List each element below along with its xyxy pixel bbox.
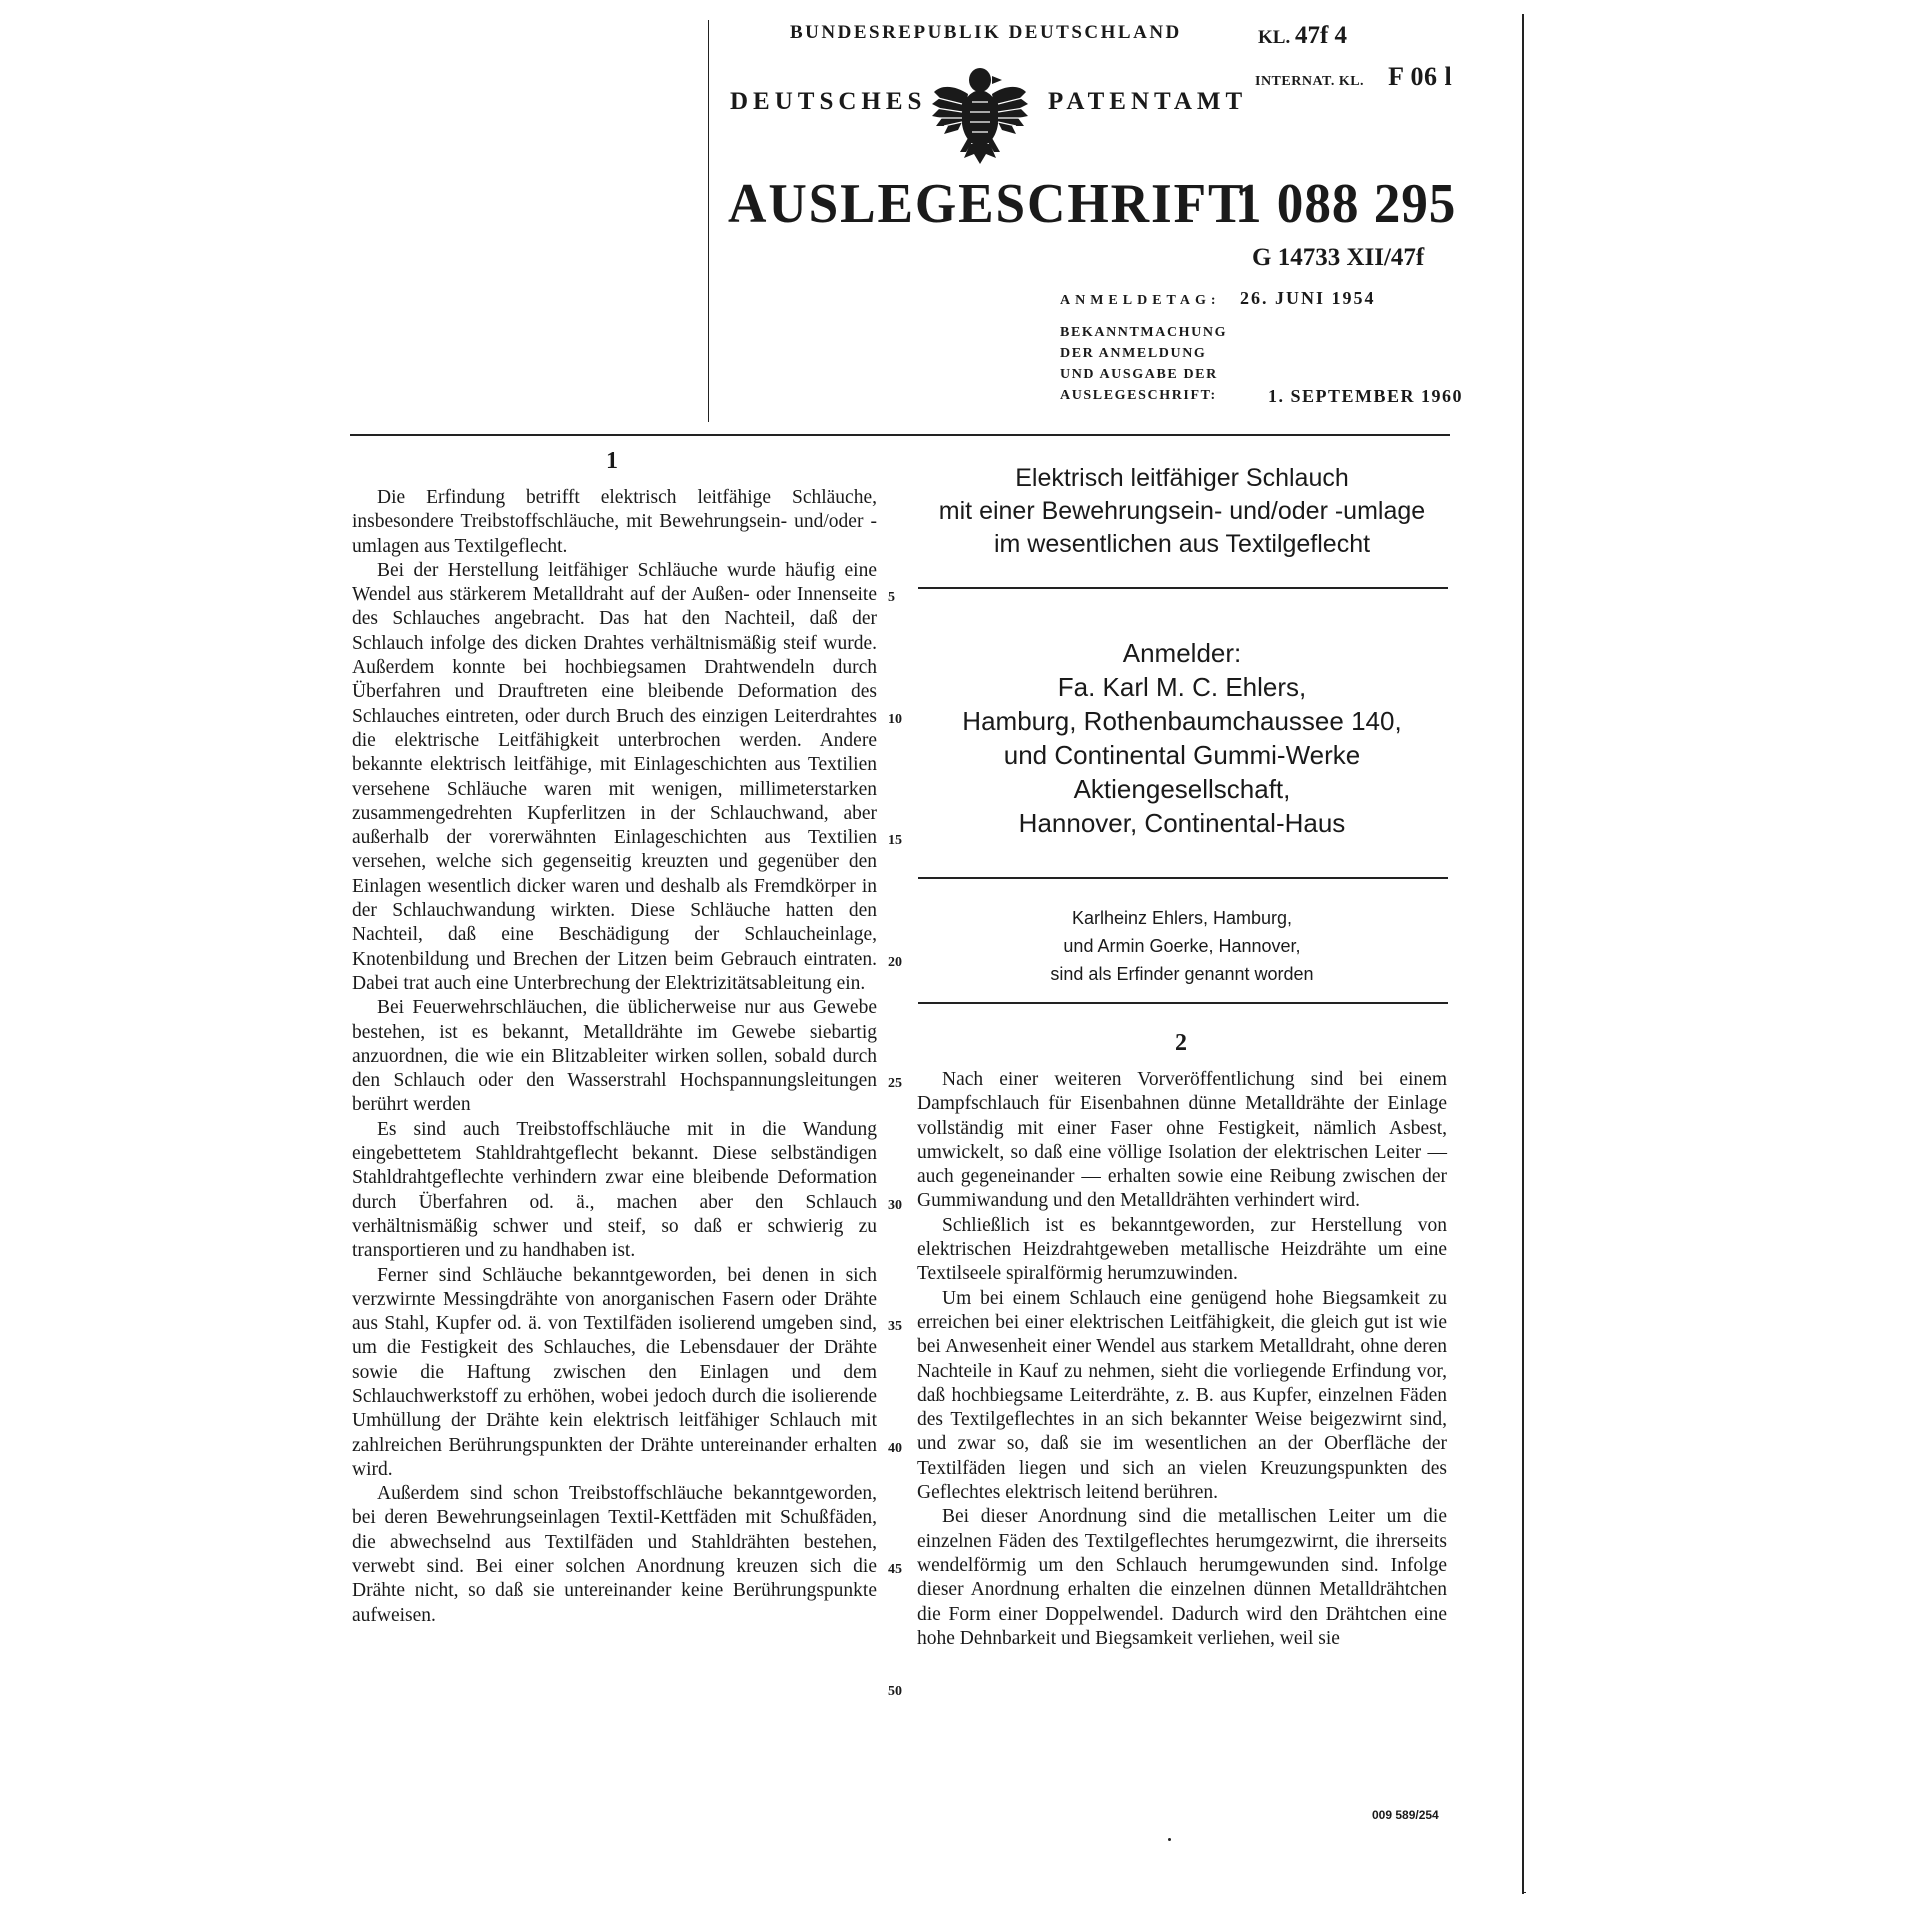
line-number: 35	[888, 1319, 902, 1334]
inventor-line: und Armin Goerke, Hannover,	[1063, 936, 1301, 956]
paragraph: Die Erfindung betrifft elektrisch leitfähige Schläuche, insbesondere Treibstoffschläuche, mit Bewehrungsein- und/oder -umlagen aus Textilgeflecht.	[352, 487, 877, 557]
application-reference: G 14733 XII/47f	[1252, 244, 1425, 271]
paragraph: Bei dieser Anordnung sind die metallischen Leiter um die einzelnen Fäden des Textilgeflechtes herumgezwirnt, die ihrerseits wendelförmig um den Schlauch herumgewunden sind. Infolge dieser Anordnung erhalten die einzelnen dünnen Metalldrähtchen die Form einer Doppelwendel. Dadurch wird den Drähtchen eine hohe Dehnbarkeit und Biegsamkeit verliehen, weil sie	[917, 1506, 1447, 1649]
republic-heading: BUNDESREPUBLIK DEUTSCHLAND	[790, 22, 1182, 43]
paragraph: Schließlich ist es bekanntgeworden, zur Herstellung von elektrischen Heizdrahtgeweben metallische Heizdrähte um eine Textilseele spiralförmig herumzuwinden.	[917, 1214, 1447, 1285]
international-class	[1255, 62, 1452, 92]
line-number: 15	[888, 833, 902, 848]
invention-title-line: im wesentlichen aus Textilgeflecht	[993, 530, 1371, 558]
paragraph: Bei Feuerwehrschläuchen, die üblicherweise nur aus Gewebe bestehen, ist es bekannt, Metalldrähte im Gewebe siebartig anzuordnen, die wie ein Blitzableiter wirken sollen, sobald durch den Schlauch oder den Wasserstrahl Hochspannungsleitungen berührt werden	[352, 997, 877, 1116]
document-number: 1 088 295	[1235, 173, 1457, 235]
paragraph: Nach einer weiteren Vorveröffentlichung sind bei einem Dampfschlauch für Eisenbahnen dünne Metalldrähte der Einlage vollständig mit einer Faser ohne Festigkeit, nämlich Asbest, umwickelt, so daß eine völlige Isolation der elektrischen Leiter — auch gegeneinander — erhalten sowie eine Reibung zwischen der Gummiwandung und den Metalldrähten verhindert wird.	[917, 1069, 1447, 1212]
left-column-text	[352, 486, 877, 1628]
office-name-left: DEUTSCHES	[730, 88, 927, 115]
right-column-text	[917, 1068, 1447, 1651]
title-rule	[918, 587, 1448, 589]
inventor-rule	[918, 1002, 1448, 1004]
patent-class	[1258, 22, 1347, 50]
publication-label	[1060, 322, 1227, 406]
applicant-line: Hannover, Continental-Haus	[1018, 808, 1346, 838]
line-number: 40	[888, 1441, 902, 1456]
publication-label-line: UND AUSGABE DER	[1060, 367, 1218, 382]
invention-title	[916, 462, 1448, 561]
paragraph: Außerdem sind schon Treibstoffschläuche bekanntgeworden, bei deren Bewehrungseinlagen Textil-Kettfäden mit Schußfäden, die abwechselnd aus Textilfäden und Stahldrähten bestehen, verwebt sind. Bei einer solchen Anordnung kreuzen sich die Drähte nicht, so daß sie untereinander keine Berührungspunkte aufweisen.	[352, 1483, 877, 1626]
applicant-line: und Continental Gummi-Werke	[1003, 740, 1361, 770]
print-code: 009 589/254	[1372, 1808, 1439, 1822]
header-rule	[350, 434, 1450, 436]
column-number-right: 2	[1175, 1030, 1187, 1056]
paragraph: Um bei einem Schlauch eine genügend hohe Biegsamkeit zu erreichen bei einer elektrischen Leitfähigkeit, die gleich gut ist wie bei Anwesenheit einer Wendel aus starkem Metalldraht, ohne deren Nachteile in Kauf zu nehmen, sieht die vorliegende Erfindung vor, daß hochbiegsame Leiterdrähte, z. B. aus Kupfer, einzelnen Fäden des Textilgeflechtes in an sich bekannter Weise beigezwirnt sind, und zwar so, daß sie im wesentlichen an der Oberfläche der Textilfäden liegen und sich an vielen Kreuzungspunkten des Geflechtes elektrisch leitend berühren.	[917, 1287, 1447, 1504]
filing-date-label: ANMELDETAG:	[1060, 293, 1221, 308]
line-number: 30	[888, 1198, 902, 1213]
document-type-title: AUSLEGESCHRIFT	[728, 173, 1246, 235]
applicant-line: Aktiengesellschaft,	[1073, 774, 1291, 804]
column-number-left: 1	[606, 448, 618, 474]
line-number: 5	[888, 590, 895, 605]
line-number: 45	[888, 1562, 902, 1577]
paragraph: Ferner sind Schläuche bekanntgeworden, bei denen in sich verzwirnte Messingdrähte von anorganischen Fasern oder Drähte aus Stahl, Kupfer od. ä. von Textilfäden isolierend umgeben sind, um die Festigkeit des Schlauches, die Lebensdauer der Drähte sowie die Haftung zwischen den Einlagen und dem Schlauchwerkstoff zu erhöhen, wobei jedoch durch die isolierende Umhüllung der Drähte kein elektrisch leitfähiger Schlauch mit zahlreichen Berührungspunkten der Drähte untereinander erhalten wird.	[352, 1264, 877, 1480]
international-class-label: INTERNAT. KL.	[1255, 74, 1365, 89]
inventor-block	[916, 904, 1448, 988]
line-number: 20	[888, 955, 902, 970]
patent-class-prefix: KL.	[1258, 27, 1291, 48]
applicant-rule	[918, 877, 1448, 879]
paragraph: Bei der Herstellung leitfähiger Schläuche wurde häufig eine Wendel aus stärkerem Metalldraht auf der Außen- oder Innenseite des Schlauches angebracht. Das hat den Nachteil, daß der Schlauch infolge des dicken Drahtes verhältnismäßig steif wurde. Außerdem konnte bei hochbiegsamen Drahtwendeln durch Überfahren und Drauftreten eine bleibende Deformation des Schlauches eintreten, oder durch Bruch des einzigen Leiterdrahtes die elektrische Leitfähigkeit unterbrochen werden. Andere bekannte elektrisch leitfähige, mit Einlageschichten aus Textilien versehene Schläuche waren mit wenigen, millimeterstarken zusammengedrehten Kupferlitzen in der Schlauchwand, aber außerhalb der vorerwähnten Einlageschichten aus Textilien versehen, welche sich gegenseitig kreuzten und gegenüber den Einlagen wesentlich dicker waren und deshalb als Fremdkörper in der Schlauchwandung wirkten. Diese Schläuche hatten den Nachteil, daß eine Beschädigung der Schlaucheinlage, Knotenbildung und Brechen der Litzen beim Gebrauch eintraten. Dabei trat auch eine Unterbrechung der Elektrizitätsableitung ein.	[352, 559, 877, 994]
applicant-line: Hamburg, Rothenbaumchaussee 140,	[962, 706, 1402, 736]
publication-label-line: BEKANNTMACHUNG	[1060, 325, 1228, 340]
invention-title-line: Elektrisch leitfähiger Schlauch	[1015, 464, 1349, 492]
line-number: 50	[888, 1684, 902, 1699]
paragraph: Es sind auch Treibstoffschläuche mit in die Wandung eingebettetem Stahldrahtgeflecht bekannt. Diese selbständigen Stahldrahtgeflechte verhindern zwar eine bleibende Deformation durch Überfahren od. ä., machen aber den Schlauch verhältnismäßig schwer und steif, so daß er schwierig zu transportieren und zu handhaben ist.	[352, 1118, 877, 1262]
publication-label-line: AUSLEGESCHRIFT:	[1060, 388, 1217, 403]
office-name-right: PATENTAMT	[1048, 88, 1248, 115]
applicant-line: Fa. Karl M. C. Ehlers,	[1057, 672, 1307, 702]
ink-speck	[1168, 1838, 1171, 1841]
page-border-bottom	[1522, 1892, 1526, 1893]
applicant-line: Anmelder:	[1122, 638, 1242, 668]
applicant-block	[916, 636, 1448, 840]
federal-eagle-icon	[930, 58, 1030, 170]
header-divider-left	[708, 20, 709, 422]
line-number: 25	[888, 1076, 902, 1091]
page-border-right	[1522, 14, 1524, 1894]
filing-date-value: 26. JUNI 1954	[1240, 288, 1376, 308]
publication-label-line: DER ANMELDUNG	[1060, 346, 1207, 361]
inventor-line: sind als Erfinder genannt worden	[1050, 964, 1314, 984]
publication-date-value: 1. SEPTEMBER 1960	[1268, 386, 1464, 406]
international-class-value: F 06 l	[1388, 62, 1453, 91]
invention-title-line: mit einer Bewehrungsein- und/oder -umlage	[938, 497, 1426, 525]
patent-class-value: 47f 4	[1294, 22, 1348, 49]
inventor-line: Karlheinz Ehlers, Hamburg,	[1071, 908, 1293, 928]
line-number: 10	[888, 712, 902, 727]
